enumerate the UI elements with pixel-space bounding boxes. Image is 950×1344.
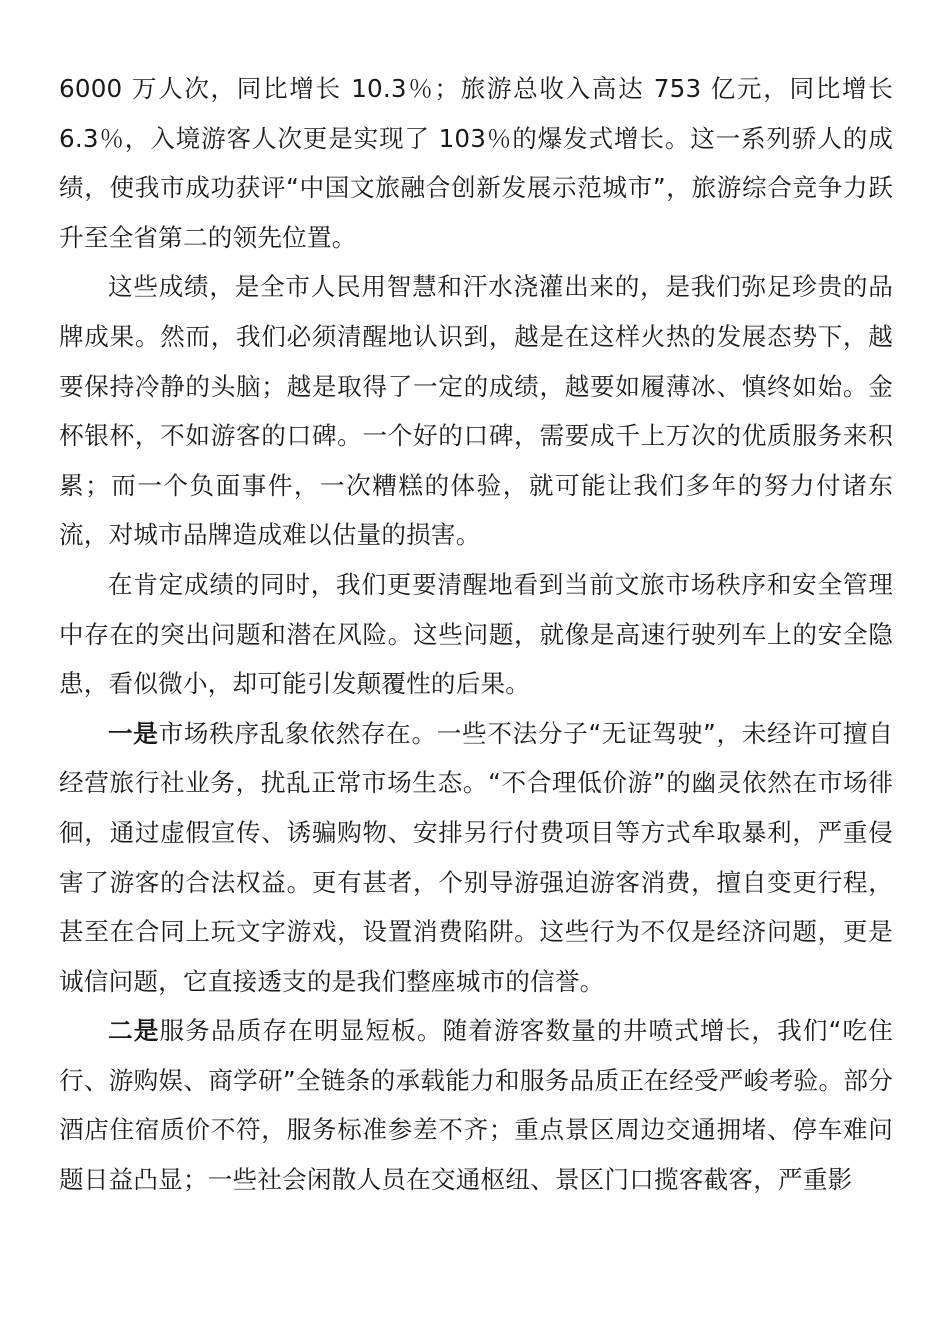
- paragraph-text: 在肯定成绩的同时，我们更要清醒地看到当前文旅市场秩序和安全管理中存在的突出问题和潜在风险。这些问题，就像是高速行驶列车上的安全隐患，看似微小，却可能引发颠覆性的后果。: [59, 569, 893, 699]
- paragraph-problems-intro: [59, 560, 893, 709]
- paragraph-text: 6000 万人次，同比增长 10.3％；旅游总收入高达 753 亿元，同比增长 6.3％，入境游客人次更是实现了 103％的爆发式增长。这一系列骄人的成绩，使我市成功获评“中国文旅融合创新发展示范城市”，旅游综合竞争力跃升至全省第二的领先位置。: [59, 74, 893, 252]
- paragraph-text: 服务品质存在明显短板。随着游客数量的井喷式增长，我们“吃住行、游购娱、商学研”全链条的承载能力和服务品质正在经受严峻考验。部分酒店住宿质价不符，服务标准参差不齐；重点景区周边交通拥堵、停车难问题日益凸显；一些社会闲散人员在交通枢纽、景区门口揽客截客，严重影: [59, 1016, 894, 1195]
- document-body: [59, 64, 893, 1205]
- paragraph-point-one: [59, 709, 893, 1007]
- paragraph-lead-label: 一是: [108, 718, 159, 748]
- paragraph-statistics: [59, 64, 893, 262]
- paragraph-achievements: [59, 262, 893, 560]
- paragraph-text: 这些成绩，是全市人民用智慧和汗水浇灌出来的，是我们弥足珍贵的品牌成果。然而，我们必须清醒地认识到，越是在这样火热的发展态势下，越要保持冷静的头脑；越是取得了一定的成绩，越要如履薄冰、慎终如始。金杯银杯，不如游客的口碑。一个好的口碑，需要成千上万次的优质服务来积累；而一个负面事件，一次糟糕的体验，就可能让我们多年的努力付诸东流，对城市品牌造成难以估量的损害。: [59, 272, 893, 550]
- paragraph-text: 市场秩序乱象依然存在。一些不法分子“无证驾驶”，未经许可擅自经营旅行社业务，扰乱正常市场生态。“不合理低价游”的幽灵依然在市场徘徊，通过虚假宣传、诱骗购物、安排另行付费项目等方式牟取暴利，严重侵害了游客的合法权益。更有甚者，个别导游强迫游客消费，擅自变更行程，甚至在合同上玩文字游戏，设置消费陷阱。这些行为不仅是经济问题，更是诚信问题，它直接透支的是我们整座城市的信誉。: [59, 718, 893, 996]
- paragraph-lead-label: 二是: [108, 1016, 160, 1046]
- paragraph-point-two: [59, 1006, 893, 1204]
